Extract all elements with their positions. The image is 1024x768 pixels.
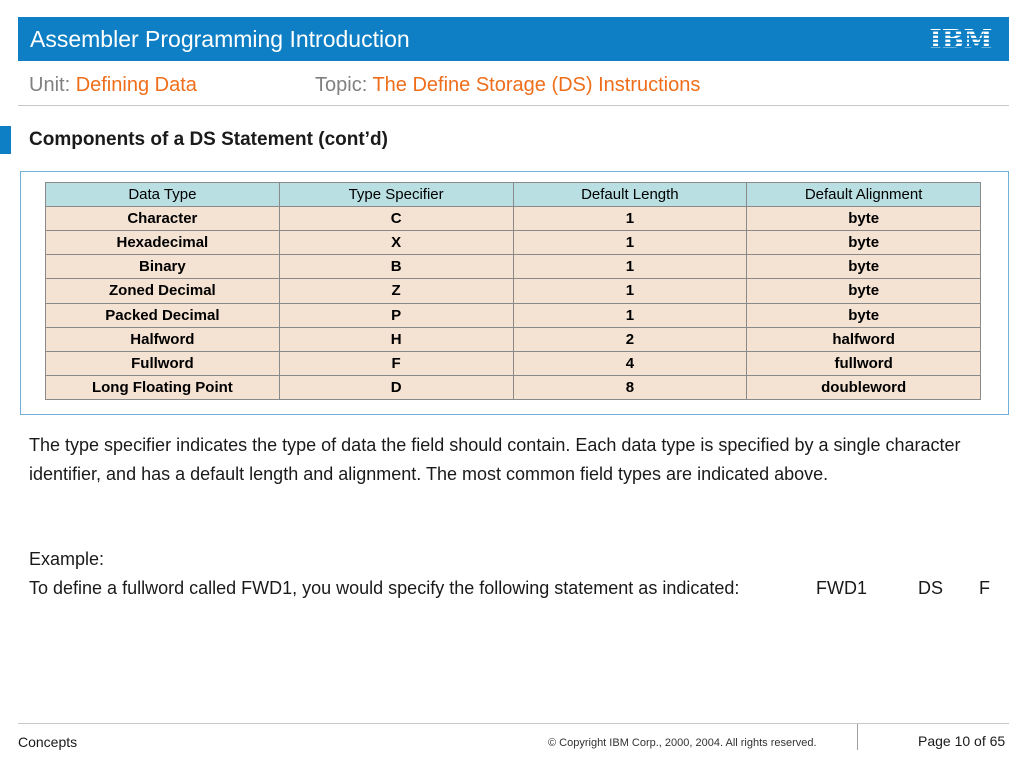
table-cell: Character — [46, 207, 280, 231]
table-cell: P — [279, 303, 513, 327]
table-row — [46, 303, 981, 327]
unit-value: Defining Data — [75, 74, 197, 96]
table-cell: Hexadecimal — [46, 231, 280, 255]
table-cell: byte — [747, 207, 981, 231]
example-operand: F — [979, 578, 990, 598]
table-row — [46, 375, 981, 399]
table-cell: Zoned Decimal — [46, 279, 280, 303]
table-cell: 1 — [513, 279, 747, 303]
table-cell: D — [279, 375, 513, 399]
table-row — [46, 207, 981, 231]
example-operation: DS — [918, 578, 944, 598]
table-cell: Fullword — [46, 351, 280, 375]
table-row — [46, 327, 981, 351]
section-heading: Components of a DS Statement (cont’d) — [29, 129, 388, 150]
table-cell: halfword — [747, 327, 981, 351]
table-cell: 1 — [513, 255, 747, 279]
table-cell: H — [279, 327, 513, 351]
example-description: To define a fullword called FWD1, you would specify the following statement as indicated: — [29, 578, 740, 598]
footer-section-name: Concepts — [18, 734, 78, 750]
example-statement — [29, 574, 1004, 603]
section-accent-mark — [0, 126, 11, 154]
example-label-field: FWD1 — [816, 578, 867, 598]
table-cell: 1 — [513, 207, 747, 231]
table-cell: doubleword — [747, 375, 981, 399]
topic-label: Topic: — [315, 74, 368, 96]
table-cell: C — [279, 207, 513, 231]
footer-vertical-divider — [857, 724, 858, 750]
footer-copyright: © Copyright IBM Corp., 2000, 2004. All rights reserved. — [548, 737, 817, 749]
topic-value: The Define Storage (DS) Instructions — [372, 74, 701, 96]
table-row — [46, 255, 981, 279]
topic-line — [315, 73, 700, 97]
table-cell: Halfword — [46, 327, 280, 351]
table-cell: 1 — [513, 303, 747, 327]
example-label: Example: — [29, 549, 105, 569]
table-cell: byte — [747, 303, 981, 327]
column-header-data-type: Data Type — [46, 183, 280, 207]
presentation-title: Assembler Programming Introduction — [30, 26, 410, 52]
example-block — [29, 545, 1004, 603]
body-paragraph: The type specifier indicates the type of data the field should contain. Each data type is specified by a single character identifier, and has a default length and alignment. The most common field types are indicated above. — [29, 435, 961, 484]
table-cell: B — [279, 255, 513, 279]
table-cell: 2 — [513, 327, 747, 351]
table-row — [46, 231, 981, 255]
table-cell: fullword — [747, 351, 981, 375]
page-number: Page 10 of 65 — [918, 733, 1006, 749]
table-row — [46, 279, 981, 303]
column-header-type-specifier: Type Specifier — [279, 183, 513, 207]
header-divider — [18, 105, 1009, 106]
column-header-default-length: Default Length — [513, 183, 747, 207]
title-bar — [18, 17, 1009, 61]
table-frame — [20, 171, 1009, 415]
table-cell: byte — [747, 279, 981, 303]
table-cell: 8 — [513, 375, 747, 399]
table-cell: 1 — [513, 231, 747, 255]
table-row — [46, 351, 981, 375]
footer-divider — [18, 723, 1009, 724]
ibm-logo — [927, 25, 995, 53]
table-cell: Long Floating Point — [46, 375, 280, 399]
table-cell: Binary — [46, 255, 280, 279]
table-cell: Z — [279, 279, 513, 303]
table-cell: F — [279, 351, 513, 375]
table-cell: X — [279, 231, 513, 255]
table-cell: byte — [747, 231, 981, 255]
unit-line — [29, 73, 197, 97]
unit-label: Unit: — [29, 74, 71, 96]
column-header-default-alignment: Default Alignment — [747, 183, 981, 207]
table-cell: Packed Decimal — [46, 303, 280, 327]
table-header-row — [46, 183, 981, 207]
table-cell: byte — [747, 255, 981, 279]
table-cell: 4 — [513, 351, 747, 375]
ibm-logo-icon — [927, 25, 995, 53]
data-type-table — [45, 182, 981, 400]
